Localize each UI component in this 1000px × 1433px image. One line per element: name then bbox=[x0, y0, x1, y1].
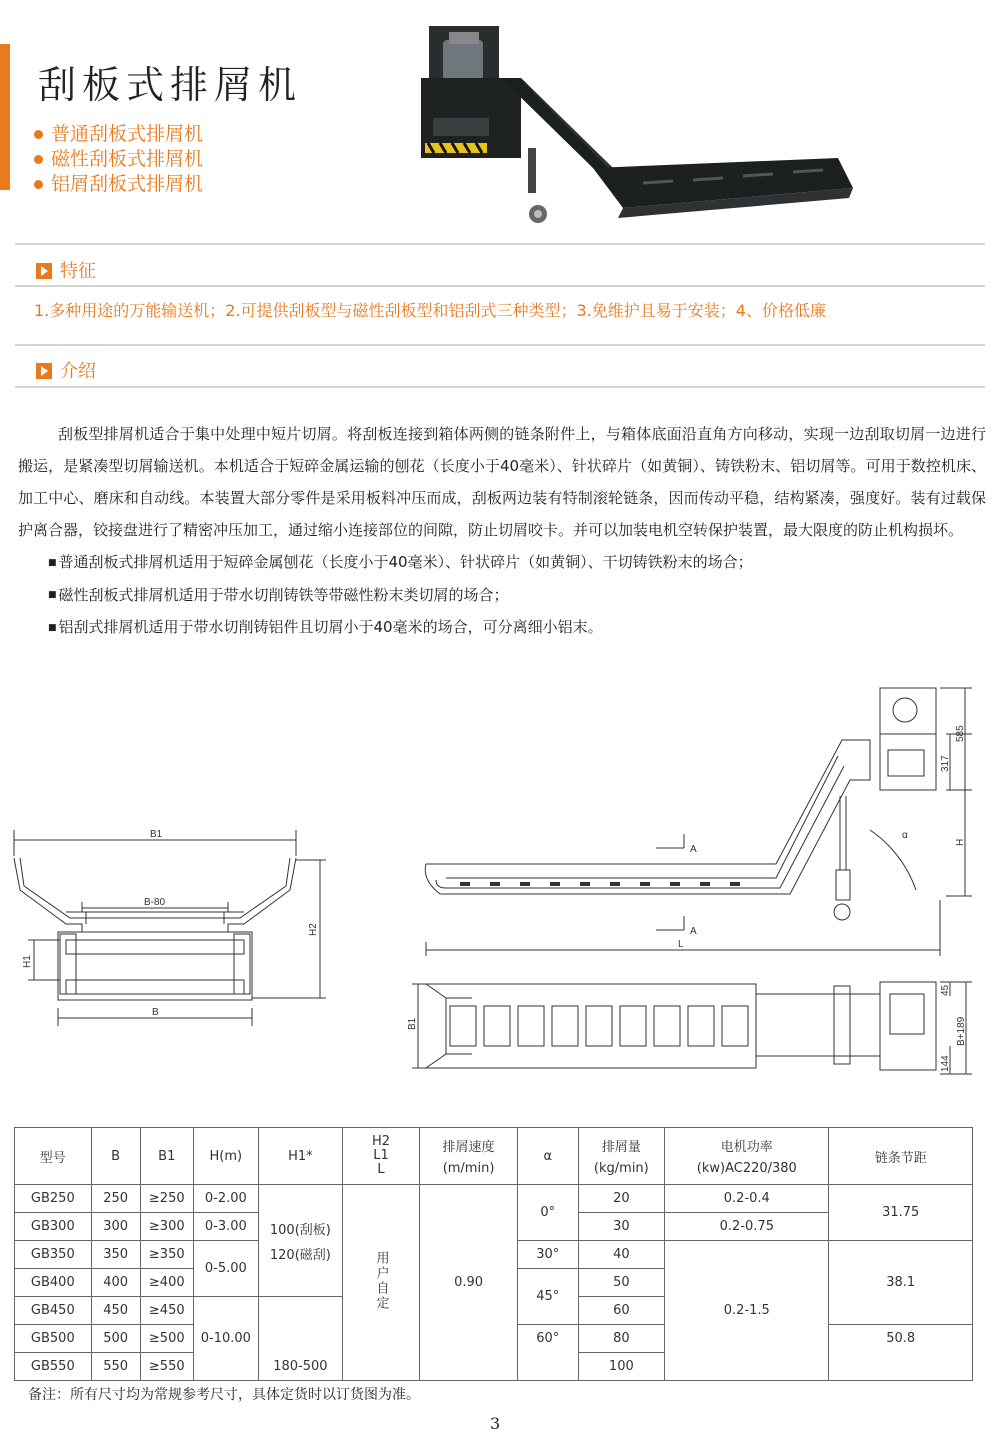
footnote: 备注：所有尺寸均为常规参考尺寸，具体定货时以订货图为准。 bbox=[28, 1387, 420, 1403]
h1-cell: 180-500 bbox=[258, 1297, 342, 1381]
intro-heading: 介绍 bbox=[36, 357, 96, 383]
table-cell: 80 bbox=[578, 1325, 665, 1353]
table-cell: 300 bbox=[91, 1213, 140, 1241]
table-cell: 500 bbox=[91, 1325, 140, 1353]
play-triangle-icon bbox=[36, 363, 52, 379]
bullet-dot-icon bbox=[34, 130, 43, 139]
table-cell: ≥400 bbox=[140, 1269, 193, 1297]
play-triangle-icon bbox=[36, 263, 52, 279]
speed-cell: 0.90 bbox=[420, 1185, 518, 1381]
table-cell: 40 bbox=[578, 1241, 665, 1269]
top-view bbox=[412, 982, 972, 1074]
th-speed: 排屑速度 (m/min) bbox=[420, 1128, 518, 1185]
features-heading: 特征 bbox=[36, 257, 96, 283]
pitch-cell: 50.8 bbox=[829, 1325, 973, 1381]
label-h1: H1 bbox=[22, 955, 33, 968]
cross-section-view bbox=[14, 830, 326, 1026]
table-cell: 50 bbox=[578, 1269, 665, 1297]
label-b189: B+189 bbox=[956, 1016, 967, 1046]
variant-list bbox=[34, 122, 203, 197]
table-cell: 20 bbox=[578, 1185, 665, 1213]
label-b1-top: B1 bbox=[407, 1017, 418, 1030]
label-a-top: A bbox=[690, 844, 697, 855]
h-cell: 0-5.00 bbox=[193, 1241, 258, 1297]
intro-bullet: ■ 磁性刮板式排屑机适用于带水切削铸铁等带磁性粉末类切屑的场合； bbox=[18, 579, 986, 612]
table-cell: 450 bbox=[91, 1297, 140, 1325]
label-585: 585 bbox=[955, 725, 966, 742]
section-divider bbox=[15, 344, 985, 346]
label-h: H bbox=[955, 838, 966, 846]
bullet-dot-icon bbox=[34, 155, 43, 164]
table-cell: ≥450 bbox=[140, 1297, 193, 1325]
label-b80: B-80 bbox=[144, 897, 166, 908]
power-cell: 0.2-1.5 bbox=[665, 1241, 829, 1381]
h-cell: 0-10.00 bbox=[193, 1297, 258, 1381]
table-header-row bbox=[15, 1128, 973, 1185]
table-cell: ≥300 bbox=[140, 1213, 193, 1241]
section-divider bbox=[15, 243, 985, 245]
label-l: L bbox=[678, 939, 684, 950]
side-view bbox=[425, 688, 972, 956]
label-alpha: α bbox=[902, 830, 908, 841]
table-cell: 0-2.00 bbox=[193, 1185, 258, 1213]
power-cell: 0.2-0.75 bbox=[665, 1213, 829, 1241]
table-cell: GB350 bbox=[15, 1241, 92, 1269]
variant-item: 铝屑刮板式排屑机 bbox=[34, 172, 203, 197]
table-cell: ≥350 bbox=[140, 1241, 193, 1269]
intro-bullet: ■ 普通刮板式排屑机适用于短碎金属刨花（长度小于40毫米）、针状碎片（如黄铜）、干切铸铁粉末的场合； bbox=[18, 546, 986, 579]
th-h2l1l: H2 L1 L bbox=[343, 1128, 420, 1185]
pitch-cell: 31.75 bbox=[829, 1185, 973, 1241]
variant-item: 磁性刮板式排屑机 bbox=[34, 147, 203, 172]
h1-cell: 100(刮板) 120(磁刮) bbox=[258, 1185, 342, 1297]
label-144: 144 bbox=[940, 1055, 951, 1072]
table-cell: GB400 bbox=[15, 1269, 92, 1297]
table-cell: 0-3.00 bbox=[193, 1213, 258, 1241]
intro-paragraph: 刮板型排屑机适合于集中处理中短片切屑。将刮板连接到箱体两侧的链条附件上，与箱体底面沿直角方向移动，实现一边刮取切屑一边进行搬运，是紧凑型切屑输送机。本机适合于短碎金属运输的刨花（长度小于40毫米）、针状碎片（如黄铜）、铸铁粉末、铝切屑等。可用于数控机床、加工中心、磨床和自动线。本装置大部分零件是采用板料冲压而成，刮板两边装有特制滚轮链条，因而传动平稳，结构紧凑，强度好。装有过载保护离合器，铰接盘进行了精密冲压加工，通过缩小连接部位的间隙，防止切屑咬卡。并可以加装电机空转保护装置，最大限度的防止机构损坏。 bbox=[18, 425, 986, 539]
table-cell: GB250 bbox=[15, 1185, 92, 1213]
alpha-30-cell: 30° bbox=[518, 1241, 578, 1269]
page-title: 刮板式排屑机 bbox=[38, 63, 303, 107]
features-text: 1.多种用途的万能输送机；2.可提供刮板型与磁性刮板型和铝刮式三种类型；3.免维护且易于安装；4、价格低廉 bbox=[34, 301, 826, 320]
section-divider bbox=[15, 386, 985, 388]
table-cell: 400 bbox=[91, 1269, 140, 1297]
spec-table bbox=[14, 1127, 973, 1381]
intro-bullet: ■ 铝刮式排屑机适用于带水切削铸铝件且切屑小于40毫米的场合，可分离细小铝末。 bbox=[18, 611, 986, 644]
table-cell: GB450 bbox=[15, 1297, 92, 1325]
th-amount: 排屑量 (kg/min) bbox=[578, 1128, 665, 1185]
user-defined-cell: 用户自定 bbox=[343, 1185, 420, 1381]
table-cell: GB550 bbox=[15, 1353, 92, 1381]
table-cell: 100 bbox=[578, 1353, 665, 1381]
table-row bbox=[15, 1185, 973, 1213]
alpha-60-cell: 60° bbox=[518, 1325, 578, 1381]
power-cell: 0.2-0.4 bbox=[665, 1185, 829, 1213]
th-pitch: 链条节距 bbox=[829, 1128, 973, 1185]
pitch-cell: 38.1 bbox=[829, 1241, 973, 1325]
table-cell: GB500 bbox=[15, 1325, 92, 1353]
page-number: 3 bbox=[490, 1414, 501, 1433]
label-45: 45 bbox=[940, 984, 951, 996]
technical-drawing bbox=[0, 680, 1000, 1090]
table-cell: 250 bbox=[91, 1185, 140, 1213]
label-b: B bbox=[152, 1007, 159, 1018]
table-cell: ≥500 bbox=[140, 1325, 193, 1353]
table-cell: 30 bbox=[578, 1213, 665, 1241]
label-a-bottom: A bbox=[690, 926, 697, 937]
table-cell: 550 bbox=[91, 1353, 140, 1381]
th-model: 型号 bbox=[15, 1128, 92, 1185]
table-cell: 60 bbox=[578, 1297, 665, 1325]
section-divider bbox=[15, 285, 985, 287]
th-h: H(m) bbox=[193, 1128, 258, 1185]
th-b: B bbox=[91, 1128, 140, 1185]
intro-body bbox=[18, 418, 986, 644]
th-alpha: α bbox=[518, 1128, 578, 1185]
chip-conveyor-photo bbox=[413, 18, 853, 233]
label-317: 317 bbox=[940, 755, 951, 772]
th-power: 电机功率 (kw)AC220/380 bbox=[665, 1128, 829, 1185]
table-cell: GB300 bbox=[15, 1213, 92, 1241]
bullet-dot-icon bbox=[34, 180, 43, 189]
accent-bar bbox=[0, 44, 10, 190]
label-b1: B1 bbox=[150, 829, 163, 840]
th-h1: H1* bbox=[258, 1128, 342, 1185]
alpha-45-cell: 45° bbox=[518, 1269, 578, 1325]
table-cell: ≥250 bbox=[140, 1185, 193, 1213]
alpha-0-cell: 0° bbox=[518, 1185, 578, 1241]
th-b1: B1 bbox=[140, 1128, 193, 1185]
table-cell: 350 bbox=[91, 1241, 140, 1269]
table-cell: ≥550 bbox=[140, 1353, 193, 1381]
variant-item: 普通刮板式排屑机 bbox=[34, 122, 203, 147]
label-h2: H2 bbox=[308, 923, 319, 936]
